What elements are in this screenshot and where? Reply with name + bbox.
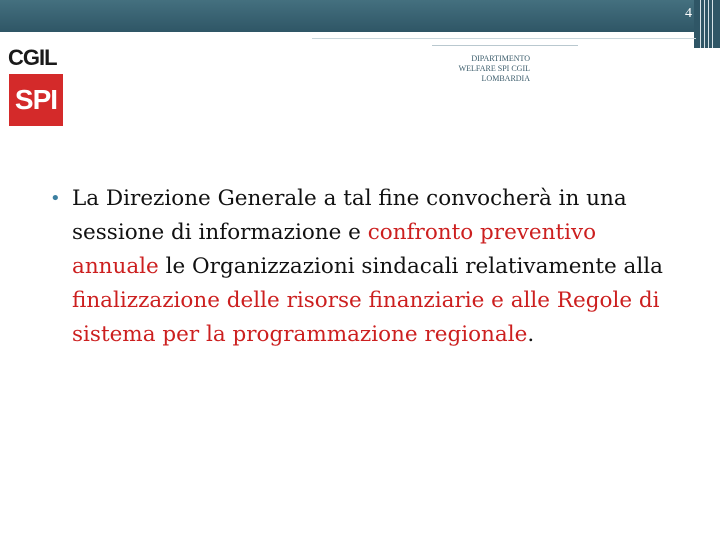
paragraph-text: le Organizzazioni sindacali relativamente alla: [158, 254, 663, 279]
corner-lines: [700, 0, 714, 48]
corner-decoration: [694, 0, 720, 48]
highlighted-text: finalizzazione delle risorse finanziarie e alle Regole di sistema per la programmazione regionale: [72, 288, 660, 347]
highlighted-text: confronto preventivo annuale: [72, 220, 597, 279]
corner-line: [700, 0, 701, 48]
page-number: 4: [685, 6, 692, 21]
corner-line: [708, 0, 709, 48]
corner-line: [704, 0, 705, 48]
logo-cgil-text: CGIL: [8, 45, 57, 70]
paragraph-text: La Direzione Generale a tal fine convocherà in una sessione di informazione e: [72, 186, 627, 245]
department-line-1: DIPARTIMENTO: [471, 54, 530, 63]
department-line-2: WELFARE SPI CGIL: [458, 64, 530, 73]
cgil-spi-logo: [8, 46, 64, 126]
paragraph-text: .: [527, 322, 535, 347]
bullet-marker: •: [50, 188, 61, 209]
corner-line: [712, 0, 713, 48]
header-rule-secondary: [432, 45, 578, 46]
header-rule: [312, 38, 696, 39]
bullet-paragraph: [72, 182, 674, 352]
logo-spi-badge: SPI: [9, 74, 63, 126]
department-line-3: LOMBARDIA: [481, 74, 530, 83]
department-label: [420, 54, 530, 84]
header-bar: [0, 0, 720, 32]
header-bar-gradient: [0, 0, 720, 32]
bullet-list: [50, 182, 674, 352]
